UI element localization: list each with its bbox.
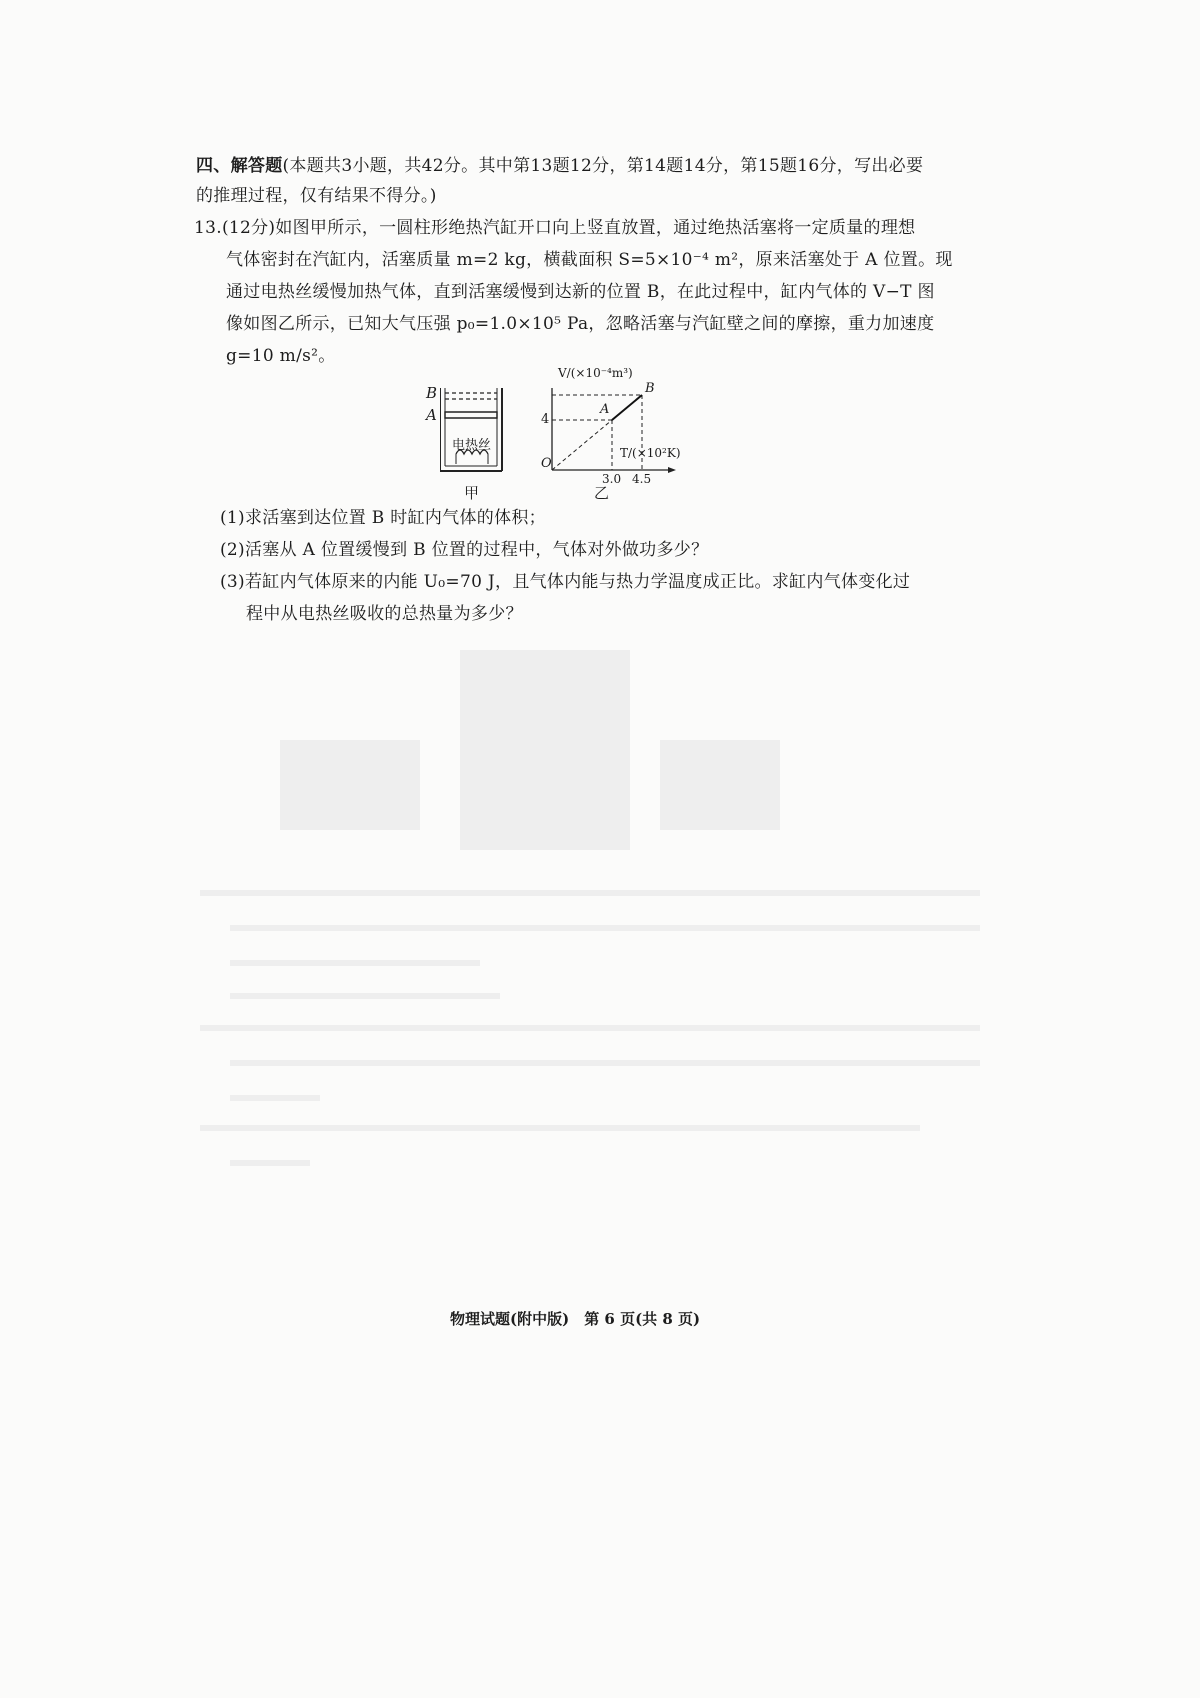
question-13-line-2: 气体密封在汽缸内，活塞质量 m=2 kg，横截面积 S=5×10⁻⁴ m²，原来活塞处于 A 位置。现 — [226, 250, 953, 270]
question-13-line-3: 通过电热丝缓慢加热气体，直到活塞缓慢到达新的位置 B，在此过程中，缸内气体的 V−T 图 — [226, 282, 935, 302]
question-13-line-4: 像如图乙所示，已知大气压强 p₀=1.0×10⁵ Pa，忽略活塞与汽缸壁之间的摩擦，重力加速度 — [226, 314, 935, 334]
section-description: (本题共3小题，共42分。其中第13题12分，第14题14分，第15题16分，写出必要 — [282, 156, 924, 176]
origin-label: O — [541, 456, 552, 471]
bleed-through-line — [230, 993, 500, 999]
question-text: (12分)如图甲所示，一圆柱形绝热汽缸开口向上竖直放置，通过绝热活塞将一定质量的理想 — [221, 218, 916, 238]
bleed-through-line — [230, 1095, 320, 1101]
x-tick-label-1: 3.0 — [602, 472, 622, 486]
bleed-through-box — [280, 740, 420, 830]
section-description-cont: 的推理过程，仅有结果不得分。) — [196, 186, 437, 206]
series-line-ab — [612, 395, 642, 420]
section-header — [196, 153, 923, 179]
cylinder-diagram — [440, 388, 502, 471]
piston — [445, 412, 497, 418]
bleed-through-line — [200, 1125, 920, 1131]
section-title: 四、解答题 — [196, 156, 283, 176]
question-13-line-5: g=10 m/s²。 — [226, 346, 336, 366]
x-axis-label: T/(×10²K) — [620, 446, 681, 460]
page-footer: 物理试题(附中版) 第 6 页(共 8 页) — [450, 1310, 701, 1328]
label-heater: 电热丝 — [452, 438, 492, 453]
y-tick-label: 4 — [541, 412, 550, 427]
y-axis-label: V/(×10⁻⁴m³) — [558, 366, 633, 380]
subquestion-1: (1)求活塞到达位置 B 时缸内气体的体积； — [220, 508, 546, 528]
question-number: 13. — [194, 218, 222, 238]
caption-yi: 乙 — [594, 484, 610, 502]
bleed-through-line — [200, 890, 980, 896]
subquestion-2: (2)活塞从 A 位置缓慢到 B 位置的过程中，气体对外做功多少？ — [220, 540, 709, 560]
subquestion-3-cont: 程中从电热丝吸收的总热量为多少？ — [246, 604, 523, 624]
subquestion-3: (3)若缸内气体原来的内能 U₀=70 J，且气体内能与热力学温度成正比。求缸内气体变化过 — [220, 572, 911, 592]
question-13-line-1 — [194, 215, 915, 241]
extension-line — [552, 420, 612, 470]
x-axis-arrow — [668, 467, 676, 473]
point-b-label: B — [645, 381, 655, 396]
bleed-through-line — [230, 1160, 310, 1166]
bleed-through-line — [230, 960, 480, 966]
bleed-through-line — [230, 1060, 980, 1066]
point-a-label: A — [600, 402, 610, 417]
label-position-b: B — [426, 384, 438, 402]
bleed-through-line — [230, 925, 980, 931]
x-tick-label-2: 4.5 — [632, 472, 652, 486]
bleed-through-box — [460, 650, 630, 850]
vt-chart — [549, 388, 676, 473]
label-position-a: A — [426, 406, 437, 424]
caption-jia: 甲 — [464, 484, 480, 502]
bleed-through-box — [660, 740, 780, 830]
bleed-through-line — [200, 1025, 980, 1031]
